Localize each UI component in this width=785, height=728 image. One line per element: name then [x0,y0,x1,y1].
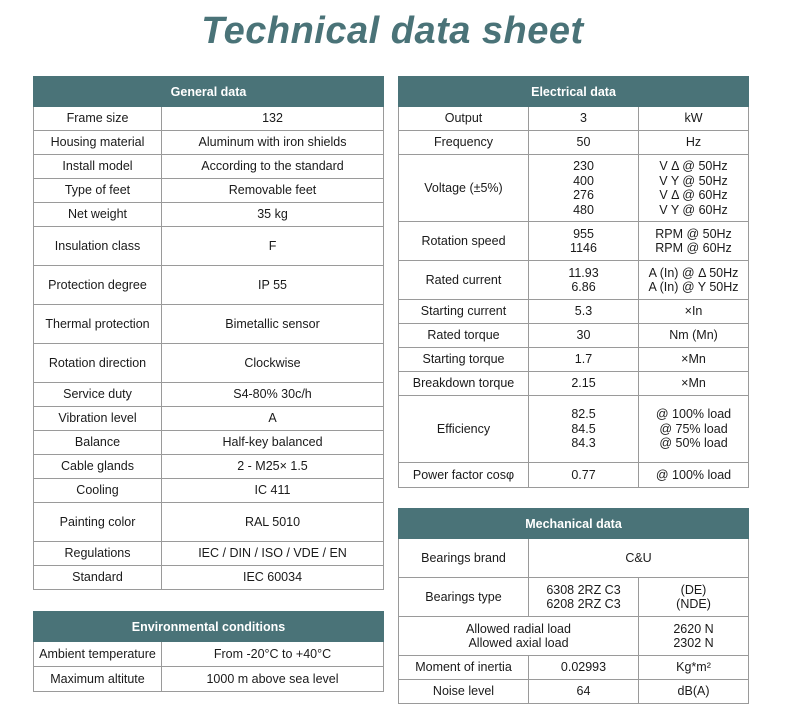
efficiency-unit: @ 75% load [659,421,728,436]
bearings-brand-value: C&U [529,539,749,578]
row-value: According to the standard [162,155,384,179]
rated-current-unit: A (In) @ Y 50Hz [648,280,739,294]
bearings-brand-label: Bearings brand [399,539,529,578]
row-label: Painting color [34,503,162,542]
row-label: Install model [34,155,162,179]
bearings-type-label: Bearings type [399,578,529,617]
row-value: IEC / DIN / ISO / VDE / EN [162,542,384,566]
rated-current-label: Rated current [399,261,529,300]
efficiency-value: 82.5 [571,407,596,422]
row-label: Type of feet [34,179,162,203]
electrical-data-table [398,76,749,488]
load-value: 2302 N [673,636,714,650]
efficiency-unit: @ 100% load [655,407,732,422]
breakdown-torque-label: Breakdown torque [399,372,529,396]
row-value: Aluminum with iron shields [162,131,384,155]
rated-torque-label: Rated torque [399,324,529,348]
noise-label: Noise level [399,680,529,704]
power-factor-label: Power factor cosφ [399,463,529,488]
rated-torque-unit: Nm (Mn) [639,324,749,348]
starting-torque-label: Starting torque [399,348,529,372]
voltage-value: 276 [573,188,594,202]
row-value: IC 411 [162,479,384,503]
row-label: Thermal protection [34,305,162,344]
rated-torque-value: 30 [529,324,639,348]
row-label: Rotation direction [34,344,162,383]
efficiency-value: 84.5 [571,421,596,436]
row-value: RAL 5010 [162,503,384,542]
voltage-unit: V Y @ 50Hz [659,173,728,188]
page-title: Technical data sheet [201,10,584,52]
general-data-table [33,76,384,590]
voltage-label: Voltage (±5%) [399,155,529,222]
row-label: Balance [34,431,162,455]
noise-value: 64 [529,680,639,704]
bearings-type-unit: (DE) [680,582,707,597]
row-label: Protection degree [34,266,162,305]
row-value: Clockwise [162,344,384,383]
row-label: Maximum altitute [34,667,162,692]
bearings-type-value: 6308 2RZ C3 [546,582,621,597]
bearings-type-value: 6208 2RZ C3 [546,597,621,611]
row-value: A [162,407,384,431]
voltage-value: 480 [573,202,594,217]
row-value: Bimetallic sensor [162,305,384,344]
row-label: Frame size [34,107,162,131]
rated-current-value: 6.86 [571,280,596,294]
voltage-unit: V Δ @ 50Hz [659,159,728,173]
frequency-label: Frequency [399,131,529,155]
environmental-table [33,611,384,692]
row-value: IP 55 [162,266,384,305]
electrical-data-header: Electrical data [399,77,749,107]
rotation-speed-unit: RPM @ 60Hz [655,241,732,255]
row-label: Regulations [34,542,162,566]
row-label: Housing material [34,131,162,155]
row-value: Removable feet [162,179,384,203]
noise-unit: dB(A) [639,680,749,704]
rotation-speed-unit: RPM @ 50Hz [655,226,732,241]
output-unit: kW [639,107,749,131]
starting-torque-value: 1.7 [529,348,639,372]
bearings-type-units [639,578,749,617]
voltage-unit: V Y @ 60Hz [659,202,728,217]
power-factor-unit: @ 100% load [639,463,749,488]
environmental-header: Environmental conditions [34,612,384,642]
row-value: 2 - M25× 1.5 [162,455,384,479]
row-value: From -20°C to +40°C [162,642,384,667]
efficiency-value: 84.3 [571,436,596,451]
rotation-speed-value: 1146 [570,241,597,255]
row-label: Ambient temperature [34,642,162,667]
row-value: S4-80% 30c/h [162,383,384,407]
output-value: 3 [529,107,639,131]
rotation-speed-value: 955 [573,226,594,241]
inertia-label: Moment of inertia [399,656,529,680]
efficiency-unit: @ 50% load [659,436,728,451]
row-value: F [162,227,384,266]
rotation-speed-units [639,222,749,261]
frequency-unit: Hz [639,131,749,155]
bearings-type-unit: (NDE) [676,597,711,611]
row-value: 35 kg [162,203,384,227]
breakdown-torque-unit: ×Mn [639,372,749,396]
row-value: Half-key balanced [162,431,384,455]
starting-current-unit: ×In [639,300,749,324]
general-data-header: General data [34,77,384,107]
efficiency-units [639,396,749,463]
row-label: Cable glands [34,455,162,479]
mechanical-data-table [398,508,749,704]
row-value: 132 [162,107,384,131]
breakdown-torque-value: 2.15 [529,372,639,396]
power-factor-value: 0.77 [529,463,639,488]
row-label: Insulation class [34,227,162,266]
inertia-unit: Kg*m² [639,656,749,680]
loads-values [639,617,749,656]
output-label: Output [399,107,529,131]
inertia-value: 0.02993 [529,656,639,680]
row-label: Vibration level [34,407,162,431]
row-label: Net weight [34,203,162,227]
row-label: Standard [34,566,162,590]
rated-current-value: 11.93 [568,265,599,280]
load-value: 2620 N [673,621,714,636]
voltage-units [639,155,749,222]
rotation-speed-values [529,222,639,261]
rotation-speed-label: Rotation speed [399,222,529,261]
loads-labels [399,617,639,656]
row-value: 1000 m above sea level [162,667,384,692]
rated-current-values [529,261,639,300]
rated-current-unit: A (In) @ Δ 50Hz [648,265,739,280]
voltage-value: 400 [573,173,594,188]
efficiency-values [529,396,639,463]
row-label: Service duty [34,383,162,407]
voltage-value: 230 [573,159,594,173]
voltage-values [529,155,639,222]
row-value: IEC 60034 [162,566,384,590]
starting-current-value: 5.3 [529,300,639,324]
load-label: Allowed radial load [466,621,571,636]
voltage-unit: V Δ @ 60Hz [659,188,728,202]
efficiency-label: Efficiency [399,396,529,463]
starting-current-label: Starting current [399,300,529,324]
load-label: Allowed axial load [468,636,569,650]
row-label: Cooling [34,479,162,503]
rated-current-units [639,261,749,300]
bearings-type-values [529,578,639,617]
starting-torque-unit: ×Mn [639,348,749,372]
mechanical-data-header: Mechanical data [399,509,749,539]
frequency-value: 50 [529,131,639,155]
